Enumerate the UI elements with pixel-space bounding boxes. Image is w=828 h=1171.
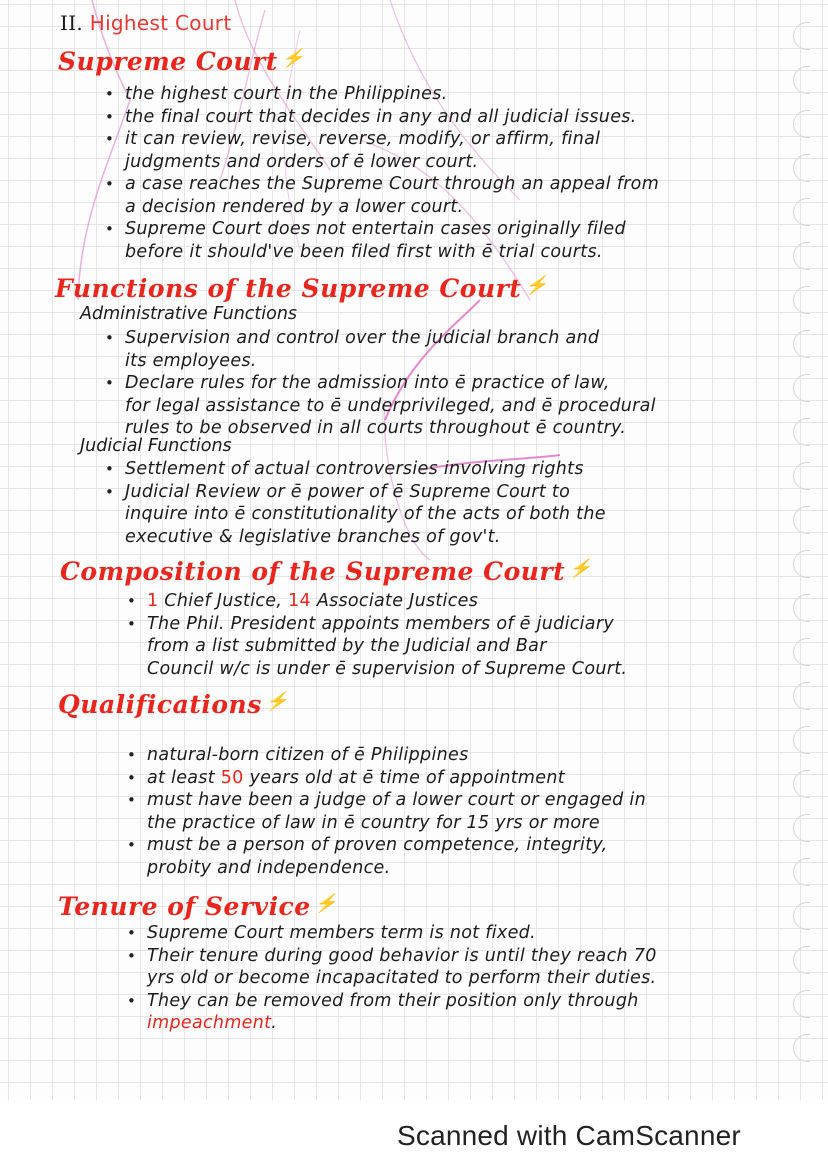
heading-qualifications: Qualifications ⚡ [58, 690, 289, 719]
camscanner-watermark: Scanned with CamScanner [397, 1120, 741, 1151]
heading-functions: Functions of the Supreme Court ⚡ [55, 274, 549, 303]
notebook-binding-rings [780, 10, 810, 1090]
heading-composition: Composition of the Supreme Court ⚡ [60, 557, 593, 586]
lightning-mark-icon: ⚡ [281, 48, 305, 69]
list-administrative-functions [125, 327, 656, 440]
list-supreme-court [125, 83, 659, 263]
list-item: • natural-born citizen of ē Philippines [147, 744, 646, 767]
list-item: • the highest court in the Philippines. [125, 83, 659, 106]
list-item: • Declare rules for the admission into ē practice of law, for legal assistance to ē underprivileged, and ē procedural rules to be observed in all courts throughout ē country. [125, 372, 656, 440]
section-numeral: II. [60, 11, 84, 35]
lightning-mark-icon: ⚡ [525, 275, 549, 296]
list-item: • The Phil. President appoints members of ē judiciary from a list submitted by the Judicial and Bar Council w/c is under ē supervision of Supreme Court. [147, 613, 627, 681]
heading-tenure-of-service: Tenure of Service ⚡ [58, 892, 338, 921]
list-tenure [147, 922, 657, 1035]
lightning-mark-icon: ⚡ [265, 691, 289, 712]
list-item: • it can review, revise, reverse, modify, or affirm, final judgments and orders of ē lower court. [125, 128, 659, 173]
list-item: • Supreme Court does not entertain cases originally filed before it should've been filed first with ē trial courts. [125, 218, 659, 263]
page-title [60, 12, 231, 35]
list-item: • Settlement of actual controversies involving rights [125, 458, 606, 481]
list-item: • 1 Chief Justice, 14 Associate Justices [147, 590, 627, 613]
heading-supreme-court: Supreme Court ⚡ [58, 47, 305, 76]
list-composition [147, 590, 627, 680]
list-item: • at least 50 years old at ē time of appointment [147, 767, 646, 790]
section-title: Highest Court [89, 11, 232, 35]
list-item: • They can be removed from their position only through impeachment. [147, 990, 657, 1035]
list-item: • Supervision and control over the judicial branch and its employees. [125, 327, 656, 372]
list-qualifications [147, 744, 646, 879]
list-item: • must have been a judge of a lower court or engaged in the practice of law in ē country for 15 yrs or more [147, 789, 646, 834]
list-item: • must be a person of proven competence, integrity, probity and independence. [147, 834, 646, 879]
list-item: • the final court that decides in any and all judicial issues. [125, 106, 659, 129]
list-item: • a case reaches the Supreme Court through an appeal from a decision rendered by a lower court. [125, 173, 659, 218]
lightning-mark-icon: ⚡ [314, 893, 338, 914]
list-item: • Judicial Review or ē power of ē Supreme Court to inquire into ē constitutionality of the acts of both the executive & legislative branches of gov't. [125, 481, 606, 549]
list-item: • Their tenure during good behavior is until they reach 70 yrs old or become incapacitated to perform their duties. [147, 945, 657, 990]
list-judicial-functions [125, 458, 606, 548]
lightning-mark-icon: ⚡ [569, 558, 593, 579]
subheading-administrative-functions: Administrative Functions [80, 304, 298, 324]
subheading-judicial-functions: Judicial Functions [80, 436, 232, 456]
list-item: • Supreme Court members term is not fixed. [147, 922, 657, 945]
